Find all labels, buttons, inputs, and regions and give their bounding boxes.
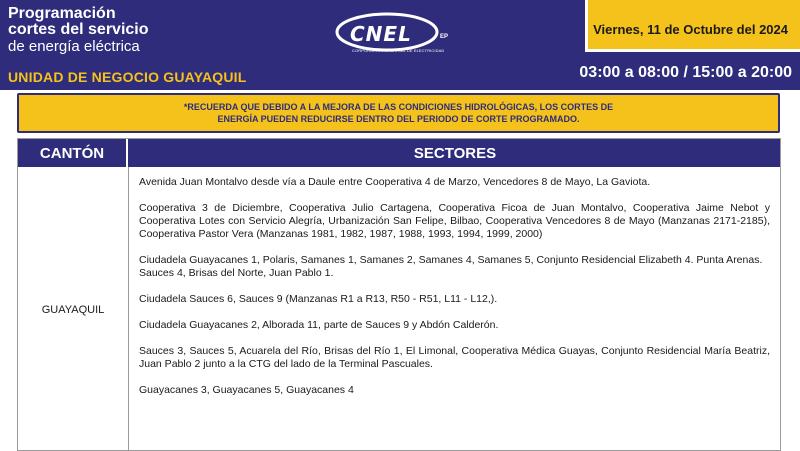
sector-group: Ciudadela Guayacanes 1, Polaris, Samanes 1, Samanes 2, Samanes 4, Samanes 5, Conjunto Residencial Elizabeth 4. Punta Arenas. bbox=[139, 254, 763, 266]
sectores-cell bbox=[129, 167, 780, 451]
outage-table bbox=[17, 138, 781, 451]
logo-subtitle: CORPORACIÓN NACIONAL DE ELECTRICIDAD bbox=[352, 48, 445, 53]
title-line-3: de energía eléctrica bbox=[8, 38, 140, 55]
outage-time-range: 03:00 a 08:00 / 15:00 a 20:00 bbox=[579, 64, 792, 81]
sector-group: Sauces 3, Sauces 5, Acuarela del Río, Brisas del Río 1, El Limonal, Cooperativa Médica Guayas, Conjunto Residencial María Beatriz, Juan Pablo 2 junto a la CTG del lado de la Terminal Pascuales. bbox=[139, 345, 770, 370]
business-unit-label: UNIDAD DE NEGOCIO GUAYAQUIL bbox=[8, 69, 247, 85]
column-header-sectores: SECTORES bbox=[413, 144, 497, 162]
date-box bbox=[585, 0, 800, 52]
sector-group: Sauces 4, Brisas del Norte, Juan Pablo 1. bbox=[139, 267, 334, 279]
column-header-canton: CANTÓN bbox=[18, 139, 128, 167]
notice-text: *RECUERDA QUE DEBIDO A LA MEJORA DE LAS CONDICIONES HIDROLÓGICAS, LOS CORTES DE ENERGÍA PUEDEN REDUCIRSE DENTRO DEL PERIODO DE CORTE PROGRAMADO. bbox=[183, 102, 614, 124]
sector-group: Cooperativa 3 de Diciembre, Cooperativa Julio Cartagena, Cooperativa Ficoa de Juan Montalvo, Cooperativa Jaime Nebot y Cooperativa Lotes con Servicio Alegría, Urbanización San Felipe, Bilbao, Cooperativa Vencedores 8 de Mayo (Manzanas 2171-2185), Cooperativa Pastor Vera (Manzanas 1981, 1982, 1987, 1988, 1993, 1994, 1999, 2000) bbox=[139, 202, 770, 240]
logo-suffix: EP bbox=[440, 34, 449, 40]
canton-cell: GUAYAQUIL bbox=[18, 167, 129, 451]
table-header-row bbox=[18, 139, 780, 167]
title-line-1: Programación bbox=[8, 5, 116, 22]
sector-group: Ciudadela Guayacanes 2, Alborada 11, parte de Sauces 9 y Abdón Calderón. bbox=[139, 319, 499, 331]
program-title bbox=[8, 6, 149, 55]
logo-wordmark: CNEL bbox=[350, 22, 412, 46]
title-line-2: cortes del servicio bbox=[8, 21, 149, 38]
outage-date: Viernes, 11 de Octubre del 2024 bbox=[593, 22, 788, 37]
sector-group: Ciudadela Sauces 6, Sauces 9 (Manzanas R1 a R13, R50 - R51, L11 - L12,). bbox=[139, 293, 498, 305]
sector-group: Guayacanes 3, Guayacanes 5, Guayacanes 4 bbox=[139, 384, 354, 396]
cnel-logo bbox=[332, 10, 482, 60]
notice-banner bbox=[17, 93, 780, 133]
sector-group: Avenida Juan Montalvo desde vía a Daule entre Cooperativa 4 de Marzo, Vencedores 8 de Mayo, La Gaviota. bbox=[139, 176, 651, 188]
header-banner bbox=[0, 0, 800, 90]
